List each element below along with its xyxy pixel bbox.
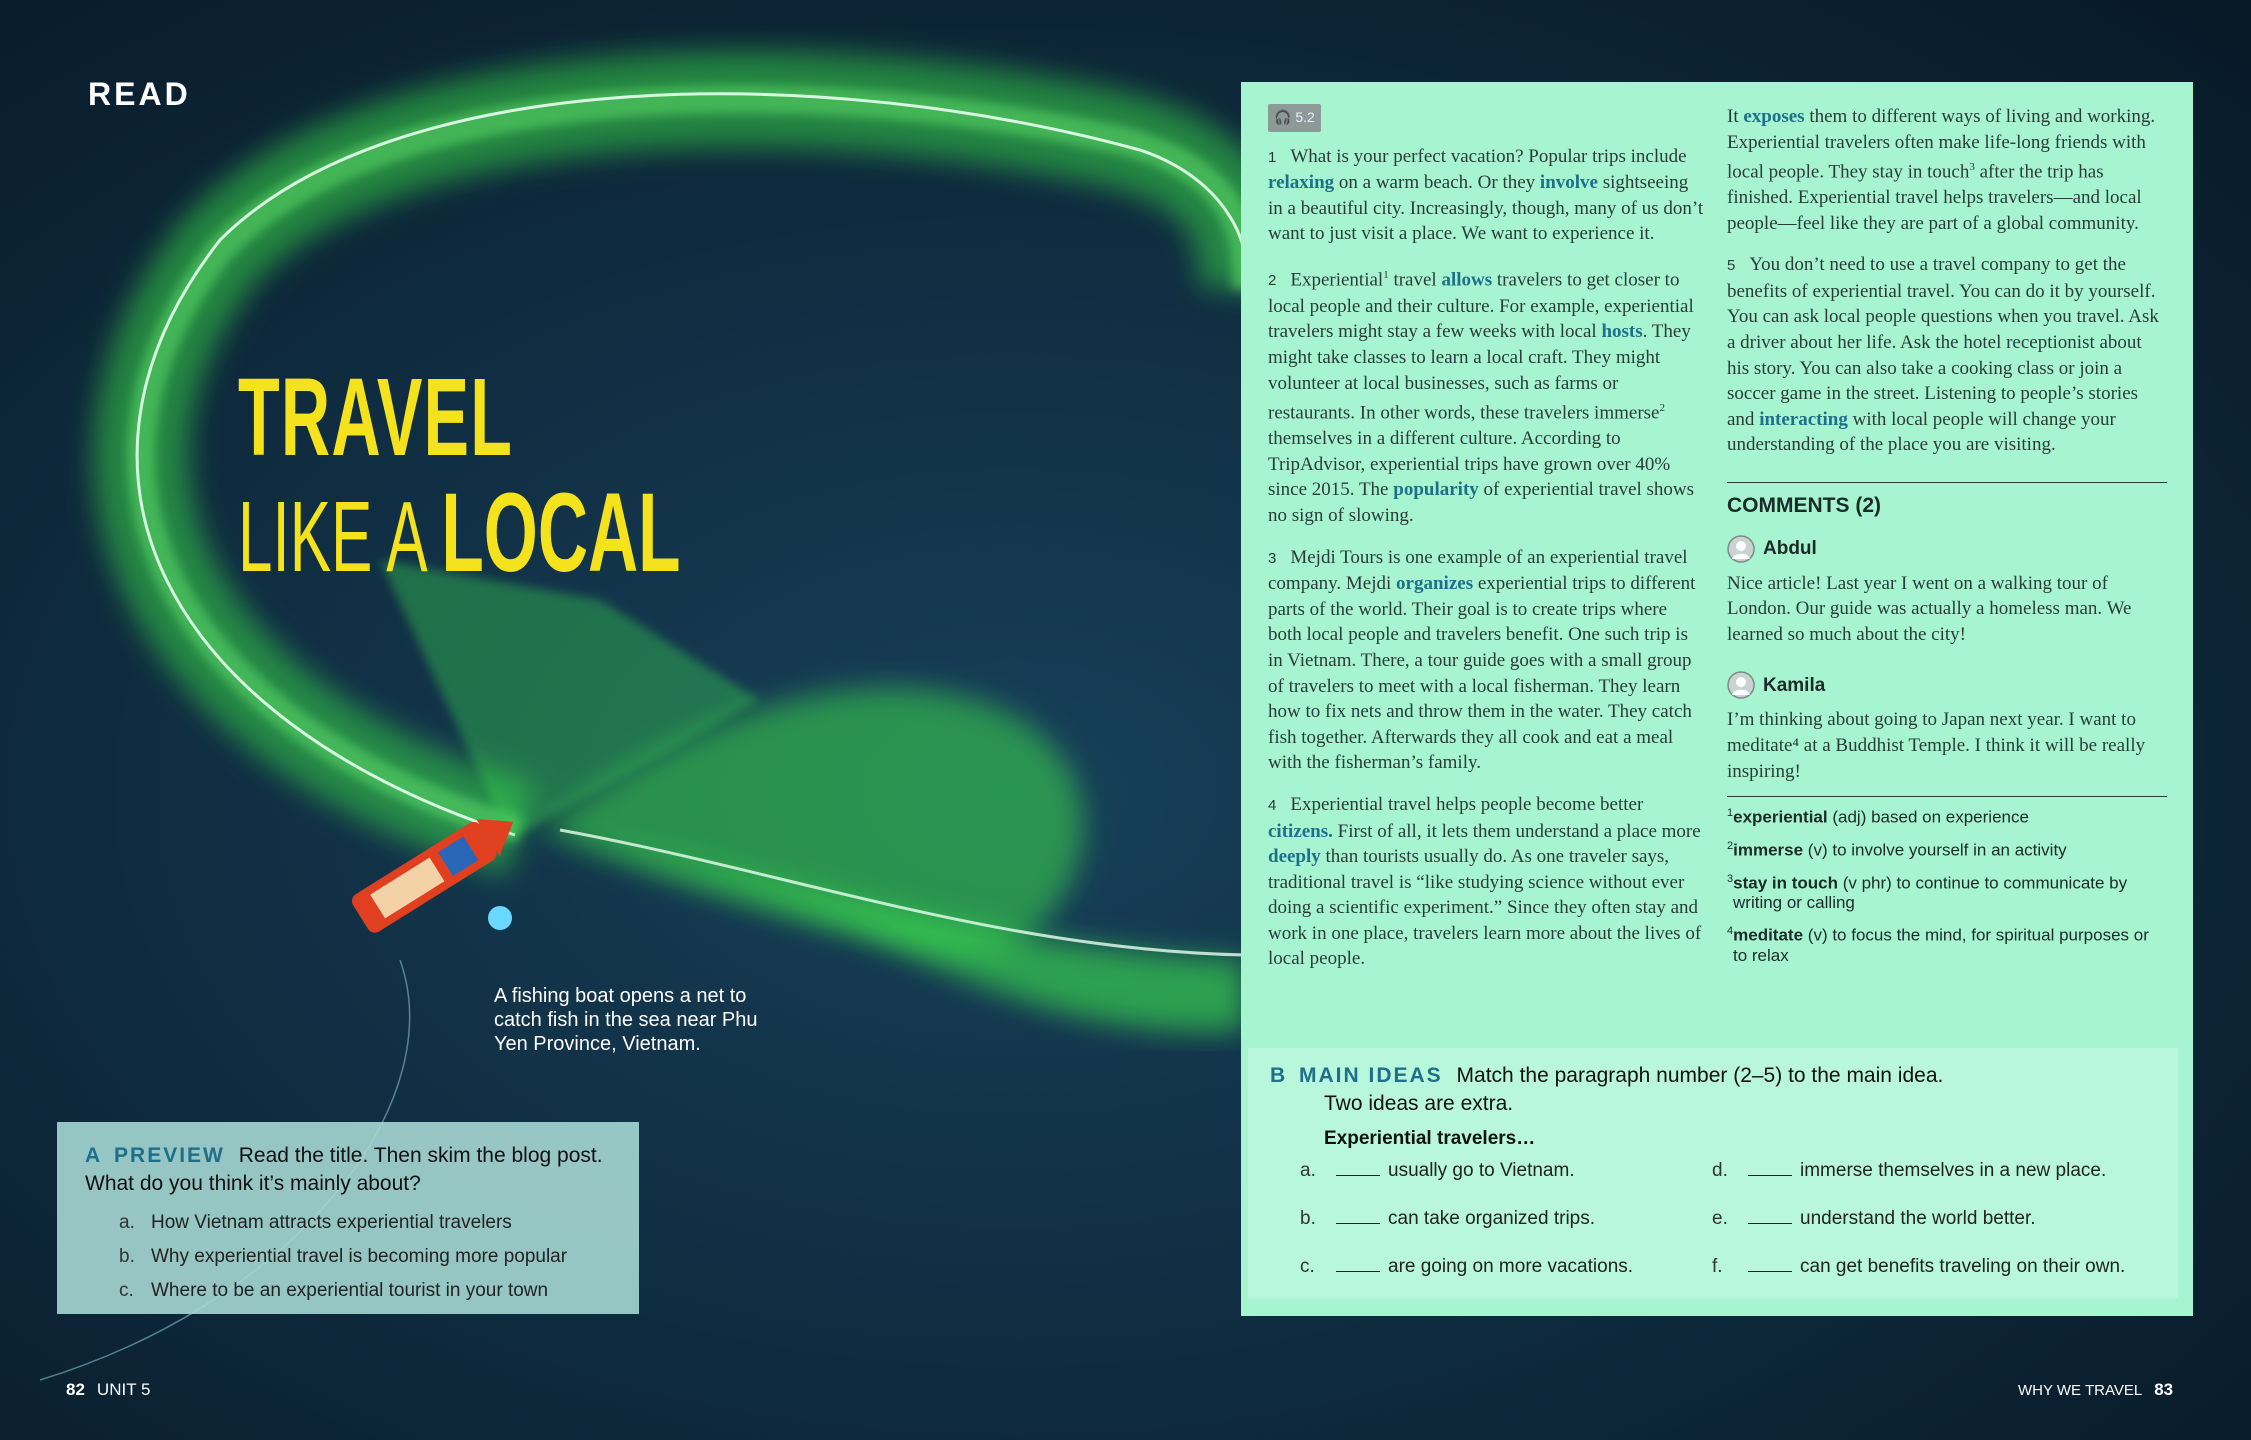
title-line-1: TRAVEL [238,356,514,479]
main-ideas-exercise [1248,1048,2178,1298]
idea-item: f. can get benefits traveling on their own. [1712,1256,2126,1277]
divider [1727,482,2167,483]
vocab-word: hosts [1601,321,1643,343]
footnote: $^1$experiential (adj) based on experience [1727,807,2029,827]
comment-text: I’m thinking about going to Japan next year. I want to meditate⁴ at a Buddhist Temple. I think it will be really inspiring! [1727,709,2146,782]
exercise-instruction: Match the paragraph number (2–5) to the main idea. [1456,1064,1944,1087]
paragraph-3: 3 Mejdi Tours is one example of an experiential travel company. Mejdi organizes experiential trips to different parts of the world. Their goal is to create trips where both local people and travelers benefit. One such trip is in Vietnam. There, a tour guide goes with a small group of travelers to meet with a local fisherman. They learn how to fix nets and throw them in the water. They catch fish together. Afterwards they all cook and eat a meal with the fisherman’s family. [1268,546,1696,774]
idea-item: b. can take organized trips. [1300,1208,1596,1229]
section-label: READ [88,76,191,112]
article-column-right [1727,104,2167,974]
comments-title: COMMENTS (2) [1727,494,1881,518]
chapter-label: WHY WE TRAVEL [2018,1382,2143,1399]
article-column-left [1268,104,1704,988]
footer-left [66,1380,150,1400]
idea-item: a. usually go to Vietnam. [1300,1160,1575,1181]
preview-option[interactable]: a. How Vietnam attracts experiential travelers [119,1212,512,1233]
audio-track-badge[interactable]: 🎧 5.2 [1268,104,1321,132]
answer-blank[interactable] [1748,1223,1792,1224]
paragraph-2: 2 Experiential$^1$ travel allows travelers to get closer to local people and their culture. For example, experiential travelers might stay a few weeks with local hosts. They might take classes to learn a local craft. They might volunteer at local businesses, such as farms or restaurants. In other words, these travelers immerse$^2$ themselves in a different culture. According to TripAdvisor, experiential trips have grown over 40% since 2015. The popularity of experiential travel shows no sign of slowing. [1268,268,1695,526]
preview-option[interactable]: b. Why experiential travel is becoming more popular [119,1246,568,1267]
answer-blank[interactable] [1748,1271,1792,1272]
vocab-word: popularity [1393,479,1479,501]
footnote: $^2$immerse (v) to involve yourself in an activity [1727,839,2067,860]
answer-blank[interactable] [1336,1271,1380,1272]
photo-caption: A fishing boat opens a net to catch fish in the sea near Phu Yen Province, Vietnam. [494,985,758,1055]
article-title [238,356,952,595]
exercise-letter: B [1270,1064,1288,1087]
paragraph-4: 4 Experiential travel helps people become better citizens. First of all, it lets them understand a place more deeply than tourists usually do. As one traveler says, traditional travel is “like studying science without ever doing a scientific experiment.” Since they often stay and work in one place, travelers learn more about the lives of local people. [1268,793,1702,970]
unit-label: UNIT 5 [96,1380,151,1399]
answer-blank[interactable] [1336,1223,1380,1224]
divider [1727,796,2167,797]
footnote: $^3$stay in touch (v phr) to continue to communicate by writing or calling [1727,872,2128,913]
idea-item: d. immerse themselves in a new place. [1712,1160,2107,1181]
exercise-name: MAIN IDEAS [1299,1064,1443,1087]
idea-item: c. are going on more vacations. [1300,1256,1634,1277]
exercise-instruction-2: Two ideas are extra. [1324,1092,1514,1115]
vocab-word: involve [1539,172,1598,194]
preview-exercise [57,1122,639,1314]
title-small-text: LIKE A [238,481,425,593]
footer-right [2018,1380,2173,1400]
vocab-word: allows [1441,269,1493,291]
paragraph-4-cont: It exposes them to different ways of living and working. Experiential travelers often make life-long friends with local people. They stay in touch$^3$ after the trip has finished. Experiential travel helps travelers—and local people—feel like they are part of a global community. [1727,106,2156,234]
paragraph-1: 1 What is your perfect vacation? Popular trips include relaxing on a warm beach. Or they involve sightseeing in a beautiful city. Increasingly, though, many of us don’t want to just visit a place. We want to experience it. [1268,145,1704,245]
comment-text: Nice article! Last year I went on a walking tour of London. Our guide was actually a homeless man. We learned so much about the city! [1727,572,2132,645]
exercise-letter: A [85,1144,103,1167]
avatar-icon [1727,535,1755,563]
comment-author: Kamila [1727,671,2167,699]
page-number: 83 [2154,1380,2174,1399]
vocab-word: relaxing [1268,172,1335,194]
vocab-word: organizes [1396,573,1474,595]
avatar-icon [1727,671,1755,699]
preview-options [85,1206,611,1308]
answer-blank[interactable] [1748,1175,1792,1176]
preview-option[interactable]: c. Where to be an experiential tourist in your town [119,1280,549,1301]
vocab-word: exposes [1743,106,1805,127]
title-line-2 [238,470,681,595]
page-number: 82 [66,1380,85,1399]
vocab-word: interacting [1759,408,1848,430]
comment-author: Abdul [1727,535,2167,563]
exercise-name: PREVIEW [114,1144,225,1167]
title-big-text: LOCAL [441,470,681,595]
idea-item: e. understand the world better. [1712,1208,2036,1229]
answer-blank[interactable] [1336,1175,1380,1176]
exercise-stem: Experiential travelers… [1324,1128,1536,1149]
footnote: $^4$meditate (v) to focus the mind, for spiritual purposes or to relax [1727,925,2149,965]
paragraph-5: 5 You don’t need to use a travel company to get the benefits of experiential travel. You can do it by yourself. You can ask local people questions when you travel. Ask a driver about her life. Ask the hotel receptionist about his story. You can also take a cooking class or join a soccer game in the street. Listening to people’s stories and interacting with local people will change your understanding of the place you are visiting. [1727,254,2159,456]
vocab-word: deeply [1268,846,1321,868]
exercise-instruction: Read the title. Then skim the blog post. What do you think it’s mainly about? [85,1144,603,1195]
vocab-word: citizens. [1268,820,1333,842]
